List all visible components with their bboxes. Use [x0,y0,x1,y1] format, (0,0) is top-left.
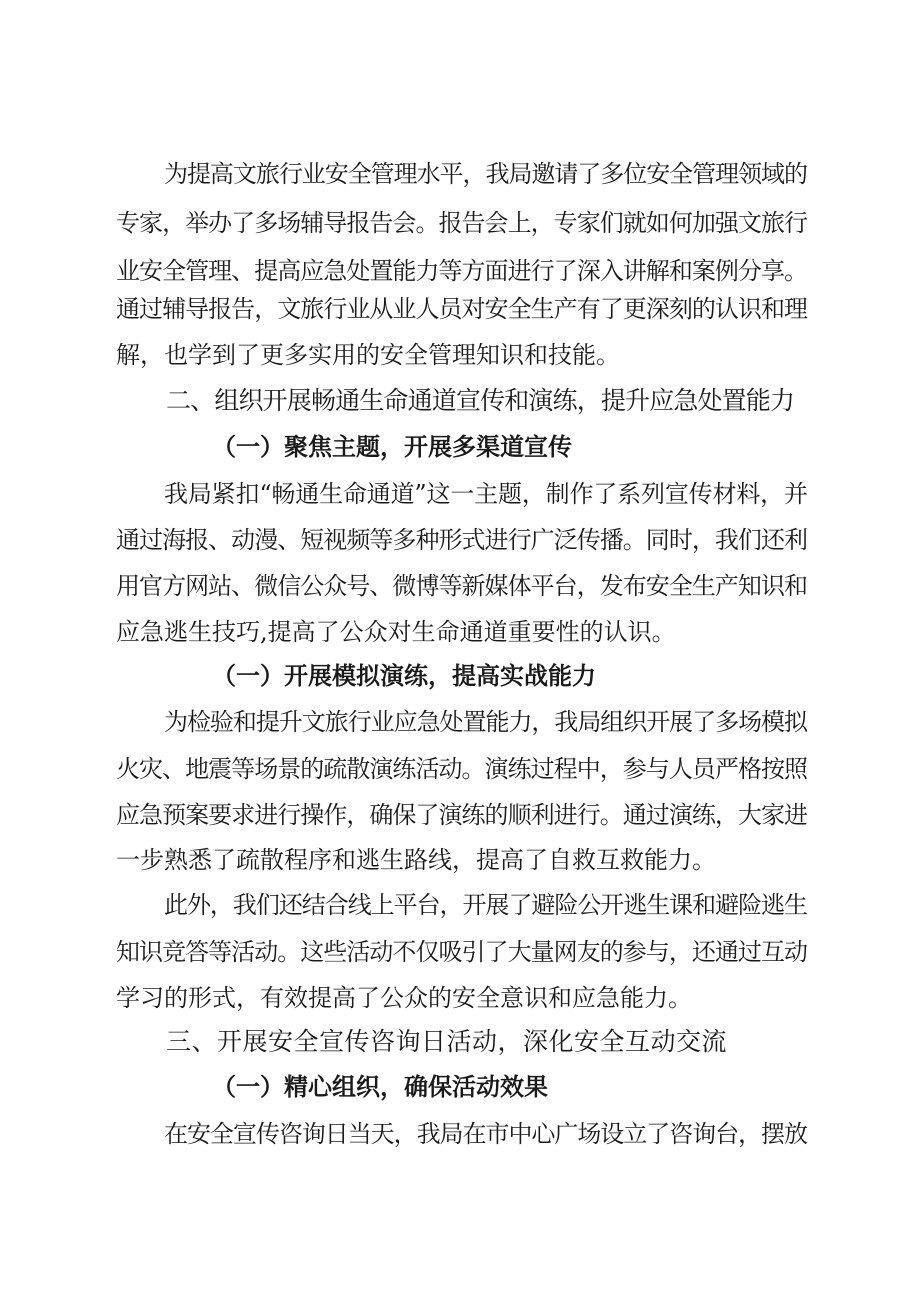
paragraph-line: 通过海报、动漫、短视频等多种形式进行广泛传播。同时，我们还利 [116,526,808,554]
paragraph-line: 专家，举办了多场辅导报告会。报告会上，专家们就如何加强文旅行 [116,209,808,237]
paragraph-line: 业安全管理、提高应急处置能力等方面进行了深入讲解和案例分享。 [116,257,808,285]
section-heading: 三、开展安全宣传咨询日活动，深化安全互动交流 [166,1027,728,1056]
paragraph-line: 为检验和提升文旅行业应急处置能力，我局组织开展了多场模拟 [164,708,807,736]
paragraph-line: 应急预案要求进行操作，确保了演练的顺利进行。通过演练，大家进 [116,801,808,829]
paragraph-line: 我局紧扣“畅通生命通道”这一主题，制作了系列宣传材料，并 [164,480,808,508]
paragraph-line: 用官方网站、微信公众号、微博等新媒体平台，发布安全生产知识和 [116,572,808,600]
paragraph-line: 在安全宣传咨询日当天，我局在市中心广场设立了咨询台，摆放 [164,1120,807,1148]
subsection-heading: （一）聚焦主题，开展多渠道宣传 [212,432,572,461]
section-heading: 二、组织开展畅通生命通道宣传和演练，提升应急处置能力 [166,386,795,415]
subsection-heading: （一）开展模拟演练，提高实战能力 [212,661,596,690]
paragraph-line: 知识竞答等活动。这些活动不仅吸引了大量网友的参与，还通过互动 [116,938,808,966]
paragraph-line: 应急逃生技巧,提高了公众对生命通道重要性的认识。 [116,618,676,646]
paragraph-line: 为提高文旅行业安全管理水平，我局邀请了多位安全管理领域的 [164,160,807,188]
paragraph-line: 一步熟悉了疏散程序和逃生路线，提高了自救互救能力。 [116,846,716,874]
paragraph-line: 此外，我们还结合线上平台，开展了避险公开逃生课和避险逃生 [164,891,807,919]
subsection-heading: （一）精心组织，确保活动效果 [212,1072,548,1101]
paragraph-line: 解，也学到了更多实用的安全管理知识和技能。 [116,341,620,369]
paragraph-line: 通过辅导报告，文旅行业从业人员对安全生产有了更深刻的认识和理 [116,295,808,323]
paragraph-line: 学习的形式，有效提高了公众的安全意识和应急能力。 [116,984,692,1012]
paragraph-line: 火灾、地震等场景的疏散演练活动。演练过程中，参与人员严格按照 [116,755,808,783]
